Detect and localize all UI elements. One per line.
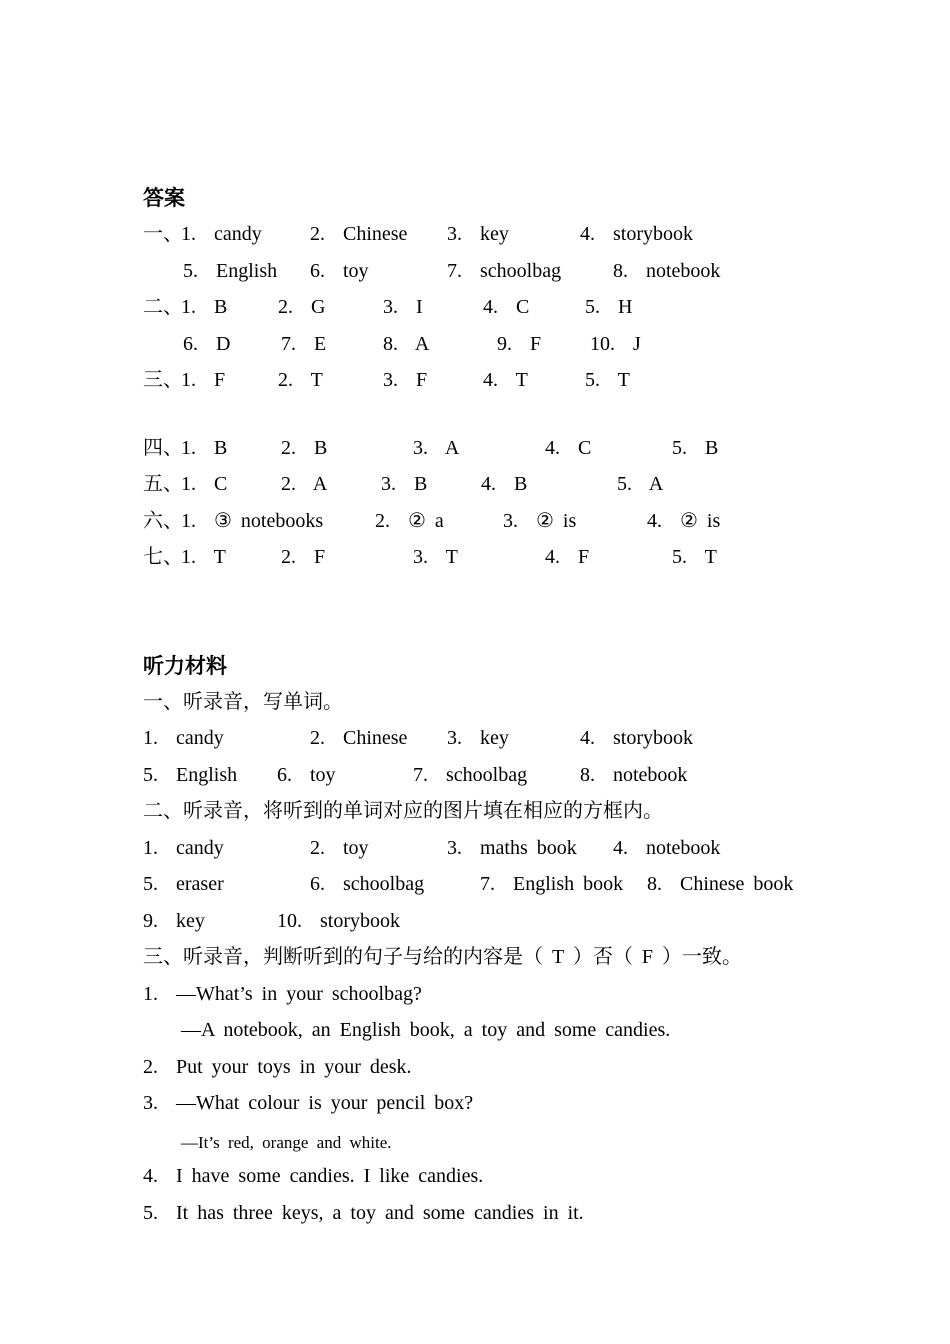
text-cell: 四、 (143, 436, 183, 459)
text-cell: 六、 (143, 509, 183, 532)
listening-line (143, 939, 830, 976)
text-cell: 3. T (413, 546, 458, 568)
text-cell: 1. candy (181, 223, 262, 245)
listening-line (143, 976, 830, 1013)
text-cell: 2. T (278, 369, 323, 391)
text-cell: 5. It has three keys, a toy and some candies in it. (143, 1201, 584, 1224)
answer-line (143, 289, 830, 326)
text-cell: 7. E (281, 332, 327, 355)
text-cell: 7. English book (480, 873, 624, 895)
answers-section (143, 180, 830, 576)
text-cell: 8. notebook (613, 259, 721, 282)
listening-line (143, 684, 830, 721)
text-cell: 3. —What colour is your pencil box? (143, 1092, 474, 1114)
text-cell: 二、听录音，将听到的单词对应的图片填在相应的方框内。 (143, 800, 663, 822)
listening-line (143, 830, 830, 867)
text-cell: 4. storybook (580, 223, 693, 245)
listening-heading: 听力材料 (143, 653, 227, 678)
text-cell: 3. maths book (447, 836, 577, 859)
text-cell: 2. toy (310, 836, 369, 859)
text-cell: 3. B (381, 473, 428, 495)
text-cell: 3. ② is (503, 509, 577, 532)
listening-line (143, 1012, 830, 1049)
listening-line (143, 1158, 830, 1195)
text-cell: 5. English (183, 259, 278, 282)
answer-line (143, 253, 830, 290)
text-cell: 二、 (143, 296, 183, 318)
text-cell: 三、 (143, 369, 183, 391)
text-cell: 3. A (413, 436, 460, 459)
text-cell: —It’s red, orange and white. (181, 1132, 392, 1152)
listening-lines (143, 684, 830, 1232)
listening-section (143, 648, 830, 1232)
text-cell: 8. Chinese book (647, 873, 794, 895)
answer-line (143, 503, 830, 540)
text-cell: 2. Put your toys in your desk. (143, 1055, 412, 1078)
text-cell: 7. schoolbag (413, 763, 528, 786)
text-cell: 2. G (278, 296, 326, 318)
text-cell: 4. notebook (613, 836, 721, 859)
text-cell: 5. H (585, 296, 633, 318)
answers-heading: 答案 (143, 186, 185, 210)
text-cell: 1. candy (143, 727, 224, 749)
listening-line (143, 1085, 830, 1122)
text-cell: 5. A (617, 473, 664, 495)
listening-line (143, 866, 830, 903)
answer-line (143, 326, 830, 363)
text-cell: 1. F (181, 369, 226, 391)
text-cell: 6. toy (310, 259, 369, 282)
text-cell: 4. C (483, 296, 530, 318)
text-cell: 5. B (672, 436, 719, 459)
answer-line (143, 216, 830, 253)
answer-line (143, 362, 830, 399)
text-cell: 5. eraser (143, 873, 224, 895)
text-cell: 5. T (585, 369, 630, 391)
text-cell: 2. Chinese (310, 223, 408, 245)
text-cell: 6. toy (277, 763, 336, 786)
text-cell: 5. T (672, 546, 717, 568)
text-cell: 3. F (383, 369, 428, 391)
text-cell: 一、听录音，写单词。 (143, 690, 343, 713)
text-cell: 9. key (143, 909, 205, 932)
text-cell: 4. storybook (580, 727, 693, 749)
listening-line (143, 757, 830, 794)
listening-line (143, 1195, 830, 1232)
text-cell: 1. C (181, 473, 228, 495)
answer-line (143, 539, 830, 576)
text-cell: 4. F (545, 546, 590, 568)
text-cell: 4. B (481, 473, 528, 495)
text-cell: 五、 (143, 473, 183, 495)
text-cell: 2. A (281, 473, 328, 495)
text-cell: 9. F (497, 332, 542, 355)
text-cell: 8. notebook (580, 763, 688, 786)
text-cell: 七、 (143, 546, 183, 568)
text-cell: 1. B (181, 436, 228, 459)
text-cell: 3. key (447, 223, 509, 245)
text-cell: 8. A (383, 332, 430, 355)
text-cell: 4. T (483, 369, 528, 391)
answers-lines (143, 216, 830, 576)
text-cell: 三、听录音，判断听到的句子与给的内容是（ T ）否（ F ）一致。 (143, 946, 742, 968)
listening-line (143, 720, 830, 757)
text-cell: —A notebook, an English book, a toy and some candies. (181, 1019, 671, 1041)
text-cell: 4. ② is (647, 509, 721, 532)
text-cell: 1. —What’s in your schoolbag? (143, 982, 422, 1005)
text-cell: 1. T (181, 546, 226, 568)
text-cell: 7. schoolbag (447, 259, 562, 282)
blank-line (143, 399, 830, 430)
text-cell: 1. ③ notebooks (181, 509, 324, 532)
text-cell: 5. English (143, 763, 238, 786)
text-cell: 10. J (590, 332, 641, 355)
text-cell: 6. D (183, 332, 231, 355)
text-cell: 2. F (281, 546, 326, 568)
answer-line (143, 430, 830, 467)
text-cell: 3. key (447, 727, 509, 749)
listening-line (143, 1049, 830, 1086)
listening-line (143, 1122, 830, 1159)
text-cell: 1. B (181, 296, 228, 318)
text-cell: 4. C (545, 436, 592, 459)
text-cell: 一、 (143, 223, 183, 245)
text-cell: 10. storybook (277, 909, 400, 932)
text-cell: 2. B (281, 436, 328, 459)
text-cell: 3. I (383, 296, 423, 318)
text-cell: 2. Chinese (310, 727, 408, 749)
listening-line (143, 903, 830, 940)
text-cell: 1. candy (143, 836, 224, 859)
text-cell: 2. ② a (375, 509, 444, 532)
text-cell: 4. I have some candies. I like candies. (143, 1165, 484, 1187)
text-cell: 6. schoolbag (310, 873, 425, 895)
answer-line (143, 466, 830, 503)
listening-line (143, 793, 830, 830)
